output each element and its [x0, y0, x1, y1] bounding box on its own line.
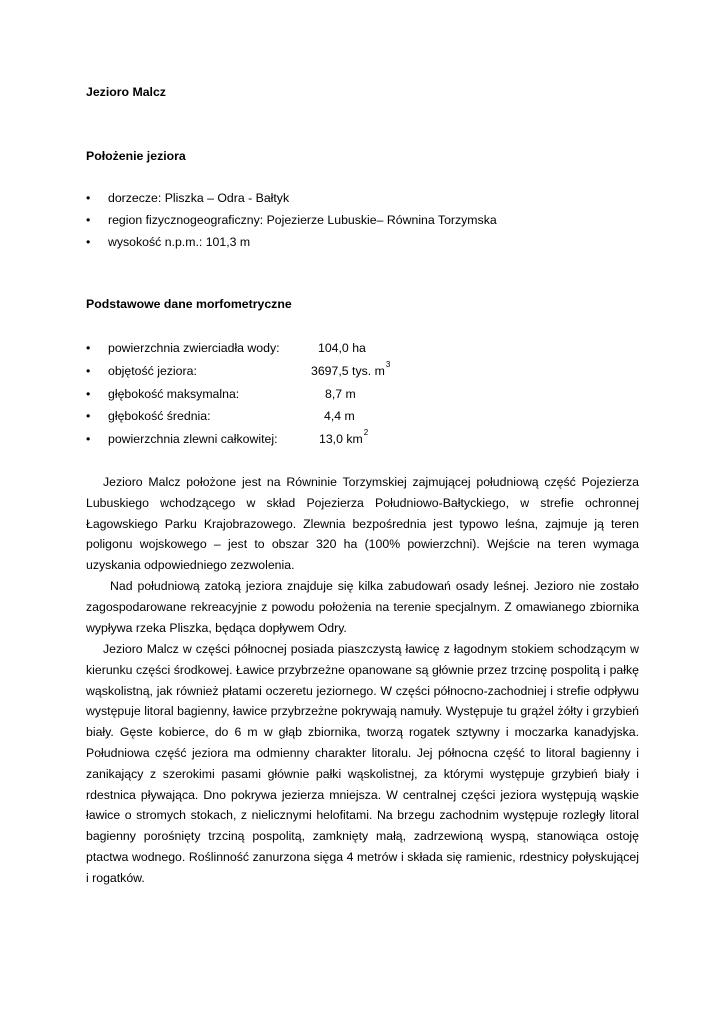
bullet-icon: •: [86, 387, 91, 401]
value-text: 4,4 m: [324, 409, 355, 423]
bullet-icon: •: [86, 235, 91, 249]
location-heading: Położenie jeziora: [86, 149, 186, 163]
document-page: Jezioro Malcz Położenie jeziora • dorzecze: Pliszka – Odra - Bałtyk • region fizycznogeograficzny: Pojezierze Lubuskie– Równina Torzymska • wysokość n.p.m.: 101,3 m Podstawowe dane morfometryczne • powierzchnia zwierciadła wody: 104,0 ha • objętość jeziora: 3697,5 tys. $m^3$ • głębokość maksymalna: 8,7 m • głębokość średnia: 4,4 m • powierzchnia zlewni całkowitej: 13,0 $km^2$ Jezioro Malcz położone jest na Równinie Torzymskiej zajmującej południową część Pojezierza Lubuskiego wchodzącego w skład Pojezierza Południowo-Bałtyckiego, w strefie ochronnej Łagowskiego Parku Krajobrazowego. Zlewnia bezpośrednia jest typowo leśna, zajmuje ją teren poligonu wojskowego – jest to obszar 320 ha (100% powierzchni). Wejście na teren wymaga uzyskania odpowiedniego zezwolenia. Nad południową zatoką jeziora znajduje się kilka zabudowań osady leśnej. Jezioro nie zostało zagospodarowane rekreacyjnie z powodu położenia na terenie specjalnym. Z omawianego zbiornika wypływa rzeka Pliszka, będąca dopływem Odry. Jezioro Malcz w części północnej posiada piaszczystą ławicę z łagodnym stokiem schodzącym w kierunku części środkowej. Ławice przybrzeżne opanowane są głównie przez trzcinę pospolitą i pałkę wąskolistną, jak również płatami oczeretu jeziornego. W części północno-zachodniej i strefie odpływu występuje litoral bagienny, ławice przybrzeżne pokrywają namuły. Występuje tu grążel żółty i grzybień biały. Gęste kobierce, do 6 m w głąb zbiornika, tworzą rogatek sztywny i moczarka kanadyjska. Południowa część jeziora ma odmienny charakter litoralu. Jej północna część to litoral bagienny i zanikający z szerokimi pasami głównie pałki wąskolistnej, za którymi występuje grzybień biały i rdestnica pływająca. Dno pokrywa jezierza mniejsza. W centralnej części jeziora występują wąskie ławice o stromych stokach, z nielicznymi helofitami. Na brzegu zachodnim występuje rozległy litoral bagienny porośnięty trzciną pospolitą, zamknięty małą, zadrzewioną wyspą, stanowiąca ostoję ptactwa wodnego. Roślinność zanurzona sięga 4 metrów i składa się ramienic, rdestnicy połyskującej i rogatków.: [0, 0, 724, 1024]
value-text: 3697,5 tys. $m^3$: [311, 360, 391, 378]
bullet-icon: •: [86, 432, 91, 446]
paragraph: Jezioro Malcz położone jest na Równinie Torzymskiej zajmującej południową część Pojezierza Lubuskiego wchodzącego w skład Pojezierza Południowo-Bałtyckiego, w strefie ochronnej Łagowskiego Parku Krajobrazowego. Zlewnia bezpośrednia jest typowo leśna, zajmuje ją teren poligonu wojskowego – jest to obszar 320 ha (100% powierzchni). Wejście na teren wymaga uzyskania odpowiedniego zezwolenia.: [86, 475, 639, 573]
bullet-icon: •: [86, 341, 91, 355]
paragraph: Nad południową zatoką jeziora znajduje się kilka zabudowań osady leśnej. Jezioro nie zostało zagospodarowane rekreacyjnie z powodu położenia na terenie specjalnym. Z omawianego zbiornika wypływa rzeka Pliszka, będąca dopływem Odry.: [86, 579, 639, 635]
bullet-icon: •: [86, 191, 91, 205]
morpho-heading: Podstawowe dane morfometryczne: [86, 297, 292, 311]
value-text: 104,0 ha: [318, 341, 366, 355]
paragraph: Jezioro Malcz w części północnej posiada piaszczystą ławicę z łagodnym stokiem schodzącym w kierunku części środkowej. Ławice przybrzeżne opanowane są głównie przez trzcinę pospolitą i pałkę wąskolistną, jak również płatami oczeretu jeziornego. W części północno-zachodniej i strefie odpływu występuje litoral bagienny, ławice przybrzeżne pokrywają namuły. Występuje tu grążel żółty i grzybień biały. Gęste kobierce, do 6 m w głąb zbiornika, tworzą rogatek sztywny i moczarka kanadyjska. Południowa część jeziora ma odmienny charakter litoralu. Jej północna część to litoral bagienny i zanikający z szerokimi pasami głównie pałki wąskolistnej, za którymi występuje grzybień biały i rdestnica pływająca. Dno pokrywa jezierza mniejsza. W centralnej części jeziora występują wąskie ławice o stromych stokach, z nielicznymi helofitami. Na brzegu zachodnim występuje rozległy litoral bagienny porośnięty trzciną pospolitą, zamknięty małą, zadrzewioną wyspą, stanowiąca ostoję ptactwa wodnego. Roślinność zanurzona sięga 4 metrów i składa się ramienic, rdestnicy połyskującej i rogatków.: [86, 642, 639, 885]
value-text: 8,7 m: [325, 387, 356, 401]
value-text: 13,0 $km^2$: [319, 428, 369, 446]
bullet-icon: •: [86, 213, 91, 227]
document-title: Jezioro Malcz: [86, 85, 166, 99]
bullet-icon: •: [86, 364, 91, 378]
bullet-icon: •: [86, 409, 91, 423]
